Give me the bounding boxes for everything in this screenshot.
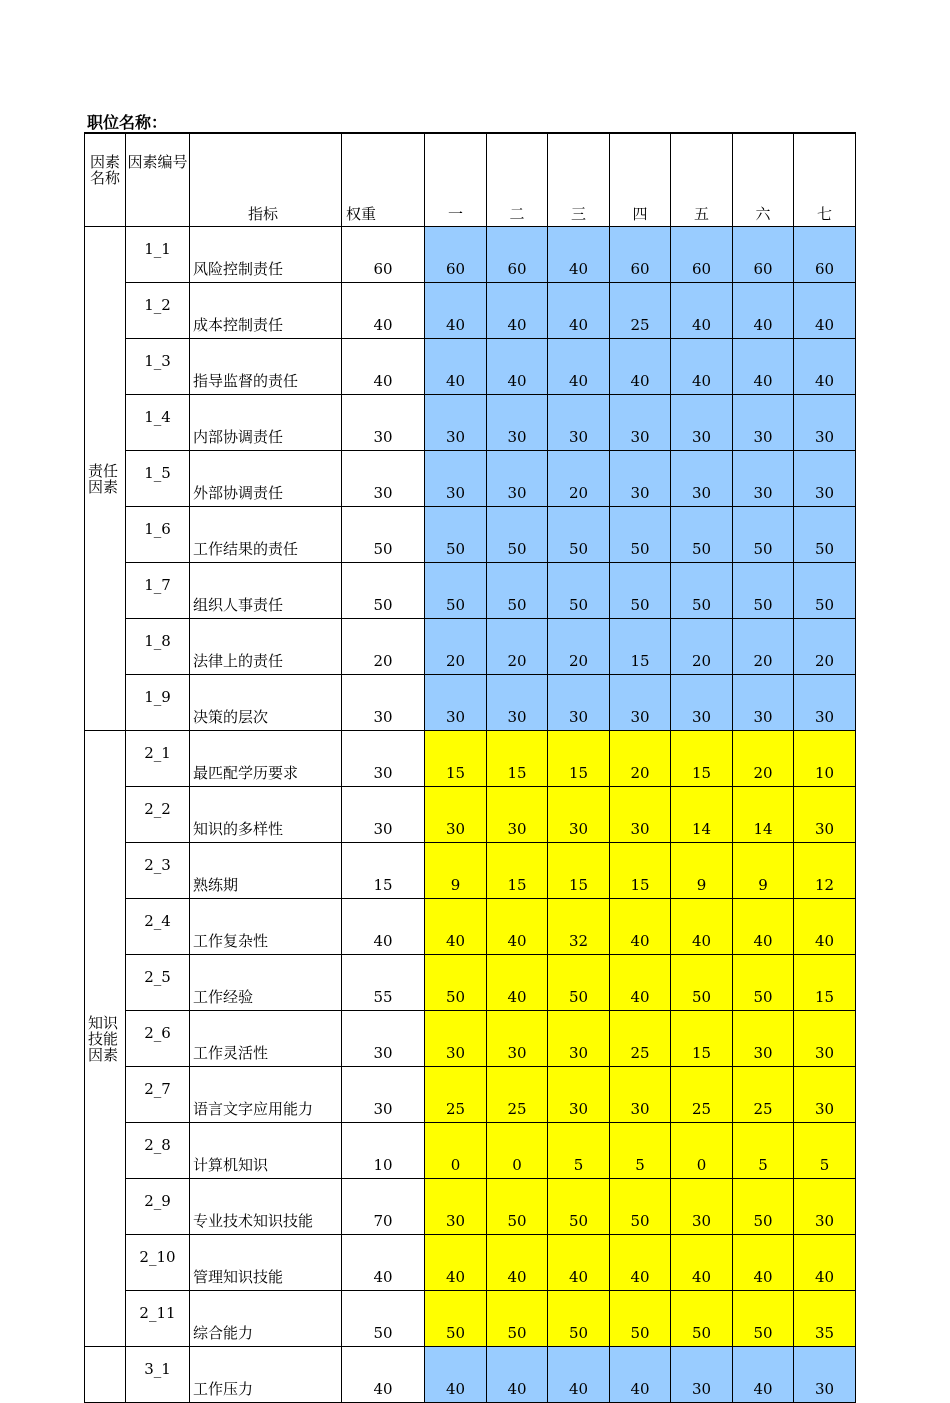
level-2-score-cell: 15 — [487, 843, 548, 899]
level-7-score-cell: 30 — [794, 451, 856, 507]
factor-code-cell: 1_2 — [126, 283, 190, 339]
indicator-cell: 风险控制责任 — [190, 227, 342, 283]
weight-cell: 50 — [342, 507, 425, 563]
table-row — [85, 283, 856, 339]
level-3-score-cell: 50 — [548, 955, 610, 1011]
level-2-score-cell: 20 — [487, 619, 548, 675]
factor-code-cell: 2_4 — [126, 899, 190, 955]
level-3-score-cell: 32 — [548, 899, 610, 955]
job-title-label: 职位名称： — [87, 113, 168, 132]
level-3-score-cell: 50 — [548, 507, 610, 563]
level-6-score-cell: 30 — [733, 451, 794, 507]
header-row — [85, 133, 856, 227]
weight-cell: 20 — [342, 619, 425, 675]
factor-code-cell: 1_9 — [126, 675, 190, 731]
level-1-score-cell: 50 — [425, 955, 487, 1011]
weight-cell: 30 — [342, 451, 425, 507]
level-6-score-cell: 40 — [733, 339, 794, 395]
level-2-score-cell: 30 — [487, 787, 548, 843]
indicator-cell: 组织人事责任 — [190, 563, 342, 619]
level-7-score-cell: 30 — [794, 395, 856, 451]
factor-code-cell: 2_2 — [126, 787, 190, 843]
table-row — [85, 1067, 856, 1123]
level-4-score-cell: 40 — [610, 899, 671, 955]
level-7-score-cell: 30 — [794, 787, 856, 843]
level-6-score-cell: 60 — [733, 227, 794, 283]
level-1-score-cell: 30 — [425, 1179, 487, 1235]
level-1-score-cell: 40 — [425, 339, 487, 395]
header-level-2: 二 — [487, 133, 548, 227]
level-6-score-cell: 14 — [733, 787, 794, 843]
level-6-score-cell: 30 — [733, 1011, 794, 1067]
table-row — [85, 395, 856, 451]
indicator-cell: 语言文字应用能力 — [190, 1067, 342, 1123]
level-2-score-cell: 25 — [487, 1067, 548, 1123]
indicator-cell: 外部协调责任 — [190, 451, 342, 507]
level-6-score-cell: 5 — [733, 1123, 794, 1179]
table-row — [85, 339, 856, 395]
level-2-score-cell: 50 — [487, 563, 548, 619]
level-5-score-cell: 30 — [671, 1179, 733, 1235]
level-5-score-cell: 40 — [671, 283, 733, 339]
level-5-score-cell: 30 — [671, 1347, 733, 1403]
level-5-score-cell: 15 — [671, 1011, 733, 1067]
weight-cell: 10 — [342, 1123, 425, 1179]
table-row — [85, 1123, 856, 1179]
level-2-score-cell: 0 — [487, 1123, 548, 1179]
level-5-score-cell: 50 — [671, 1291, 733, 1347]
factor-code-cell: 2_3 — [126, 843, 190, 899]
level-5-score-cell: 9 — [671, 843, 733, 899]
level-5-score-cell: 20 — [671, 619, 733, 675]
indicator-cell: 法律上的责任 — [190, 619, 342, 675]
level-4-score-cell: 15 — [610, 619, 671, 675]
level-1-score-cell: 40 — [425, 1235, 487, 1291]
level-5-score-cell: 25 — [671, 1067, 733, 1123]
level-4-score-cell: 15 — [610, 843, 671, 899]
indicator-cell: 工作结果的责任 — [190, 507, 342, 563]
header-indicator: 指标 — [190, 133, 342, 227]
header-level-4: 四 — [610, 133, 671, 227]
level-7-score-cell: 35 — [794, 1291, 856, 1347]
indicator-cell: 专业技术知识技能 — [190, 1179, 342, 1235]
level-3-score-cell: 20 — [548, 619, 610, 675]
level-6-score-cell: 30 — [733, 675, 794, 731]
table-row — [85, 227, 856, 283]
level-3-score-cell: 40 — [548, 339, 610, 395]
indicator-cell: 综合能力 — [190, 1291, 342, 1347]
level-1-score-cell: 60 — [425, 227, 487, 283]
level-2-score-cell: 15 — [487, 731, 548, 787]
table-row — [85, 899, 856, 955]
level-4-score-cell: 30 — [610, 1067, 671, 1123]
weight-cell: 55 — [342, 955, 425, 1011]
level-2-score-cell: 60 — [487, 227, 548, 283]
level-2-score-cell: 50 — [487, 507, 548, 563]
level-4-score-cell: 40 — [610, 1235, 671, 1291]
level-3-score-cell: 5 — [548, 1123, 610, 1179]
level-5-score-cell: 60 — [671, 227, 733, 283]
table-row — [85, 1179, 856, 1235]
indicator-cell: 计算机知识 — [190, 1123, 342, 1179]
level-5-score-cell: 30 — [671, 451, 733, 507]
level-1-score-cell: 20 — [425, 619, 487, 675]
factor-code-cell: 2_6 — [126, 1011, 190, 1067]
factor-category-cell: 责任因素 — [85, 227, 126, 731]
level-2-score-cell: 40 — [487, 1235, 548, 1291]
table-row — [85, 507, 856, 563]
level-5-score-cell: 0 — [671, 1123, 733, 1179]
level-6-score-cell: 50 — [733, 1291, 794, 1347]
level-6-score-cell: 40 — [733, 1235, 794, 1291]
level-7-score-cell: 40 — [794, 283, 856, 339]
level-4-score-cell: 20 — [610, 731, 671, 787]
table-row — [85, 619, 856, 675]
level-7-score-cell: 40 — [794, 899, 856, 955]
level-4-score-cell: 5 — [610, 1123, 671, 1179]
indicator-cell: 工作经验 — [190, 955, 342, 1011]
level-4-score-cell: 40 — [610, 1347, 671, 1403]
level-4-score-cell: 50 — [610, 1179, 671, 1235]
level-6-score-cell: 40 — [733, 1347, 794, 1403]
weight-cell: 30 — [342, 395, 425, 451]
level-6-score-cell: 50 — [733, 507, 794, 563]
factor-code-cell: 2_11 — [126, 1291, 190, 1347]
level-1-score-cell: 40 — [425, 899, 487, 955]
level-7-score-cell: 30 — [794, 1067, 856, 1123]
factor-code-cell: 1_3 — [126, 339, 190, 395]
indicator-cell: 最匹配学历要求 — [190, 731, 342, 787]
level-2-score-cell: 30 — [487, 1011, 548, 1067]
indicator-cell: 管理知识技能 — [190, 1235, 342, 1291]
factor-code-cell: 2_10 — [126, 1235, 190, 1291]
level-7-score-cell: 10 — [794, 731, 856, 787]
level-5-score-cell: 40 — [671, 339, 733, 395]
level-7-score-cell: 30 — [794, 1179, 856, 1235]
header-factor-name: 因素名称 — [85, 133, 126, 227]
level-7-score-cell: 50 — [794, 563, 856, 619]
level-3-score-cell: 30 — [548, 1011, 610, 1067]
level-4-score-cell: 30 — [610, 675, 671, 731]
level-7-score-cell: 5 — [794, 1123, 856, 1179]
level-6-score-cell: 50 — [733, 1179, 794, 1235]
level-3-score-cell: 40 — [548, 1347, 610, 1403]
table-row — [85, 675, 856, 731]
weight-cell: 30 — [342, 731, 425, 787]
weight-cell: 60 — [342, 227, 425, 283]
level-1-score-cell: 30 — [425, 451, 487, 507]
level-1-score-cell: 30 — [425, 787, 487, 843]
level-1-score-cell: 0 — [425, 1123, 487, 1179]
level-1-score-cell: 30 — [425, 675, 487, 731]
factor-code-cell: 2_5 — [126, 955, 190, 1011]
table-row — [85, 1347, 856, 1403]
level-5-score-cell: 50 — [671, 955, 733, 1011]
level-3-score-cell: 15 — [548, 731, 610, 787]
level-1-score-cell: 40 — [425, 283, 487, 339]
factor-code-cell: 3_1 — [126, 1347, 190, 1403]
indicator-cell: 工作复杂性 — [190, 899, 342, 955]
table-row — [85, 731, 856, 787]
level-5-score-cell: 15 — [671, 731, 733, 787]
level-1-score-cell: 9 — [425, 843, 487, 899]
level-2-score-cell: 40 — [487, 283, 548, 339]
level-6-score-cell: 40 — [733, 899, 794, 955]
factor-code-cell: 1_1 — [126, 227, 190, 283]
level-4-score-cell: 30 — [610, 787, 671, 843]
level-7-score-cell: 40 — [794, 1235, 856, 1291]
indicator-cell: 知识的多样性 — [190, 787, 342, 843]
factor-category-cell: 知识技能因素 — [85, 731, 126, 1347]
level-3-score-cell: 15 — [548, 843, 610, 899]
factor-code-cell: 1_8 — [126, 619, 190, 675]
level-7-score-cell: 50 — [794, 507, 856, 563]
weight-cell: 40 — [342, 1347, 425, 1403]
table-row — [85, 1235, 856, 1291]
factor-code-cell: 2_9 — [126, 1179, 190, 1235]
level-3-score-cell: 30 — [548, 787, 610, 843]
header-level-3: 三 — [548, 133, 610, 227]
level-6-score-cell: 50 — [733, 563, 794, 619]
level-6-score-cell: 40 — [733, 283, 794, 339]
header-weight: 权重 — [342, 133, 425, 227]
weight-cell: 40 — [342, 339, 425, 395]
level-3-score-cell: 40 — [548, 283, 610, 339]
level-3-score-cell: 30 — [548, 1067, 610, 1123]
level-4-score-cell: 40 — [610, 955, 671, 1011]
weight-cell: 30 — [342, 787, 425, 843]
level-3-score-cell: 50 — [548, 563, 610, 619]
level-7-score-cell: 40 — [794, 339, 856, 395]
level-4-score-cell: 30 — [610, 395, 671, 451]
level-3-score-cell: 40 — [548, 1235, 610, 1291]
factor-code-cell: 1_6 — [126, 507, 190, 563]
header-factor-code: 因素编号 — [126, 133, 190, 227]
level-1-score-cell: 30 — [425, 395, 487, 451]
level-1-score-cell: 30 — [425, 1011, 487, 1067]
level-3-score-cell: 50 — [548, 1179, 610, 1235]
weight-cell: 30 — [342, 1067, 425, 1123]
indicator-cell: 成本控制责任 — [190, 283, 342, 339]
level-4-score-cell: 50 — [610, 507, 671, 563]
header-level-1: 一 — [425, 133, 487, 227]
level-2-score-cell: 50 — [487, 1291, 548, 1347]
level-2-score-cell: 40 — [487, 955, 548, 1011]
table-row — [85, 1011, 856, 1067]
factor-category-cell — [85, 1347, 126, 1403]
level-5-score-cell: 50 — [671, 507, 733, 563]
table-row — [85, 563, 856, 619]
factor-code-cell: 1_4 — [126, 395, 190, 451]
level-4-score-cell: 40 — [610, 339, 671, 395]
weight-cell: 50 — [342, 563, 425, 619]
level-2-score-cell: 50 — [487, 1179, 548, 1235]
level-1-score-cell: 50 — [425, 1291, 487, 1347]
level-1-score-cell: 50 — [425, 507, 487, 563]
level-5-score-cell: 30 — [671, 395, 733, 451]
level-4-score-cell: 25 — [610, 283, 671, 339]
level-6-score-cell: 9 — [733, 843, 794, 899]
indicator-cell: 工作压力 — [190, 1347, 342, 1403]
level-5-score-cell: 40 — [671, 1235, 733, 1291]
level-3-score-cell: 30 — [548, 395, 610, 451]
level-4-score-cell: 25 — [610, 1011, 671, 1067]
level-2-score-cell: 30 — [487, 451, 548, 507]
indicator-cell: 决策的层次 — [190, 675, 342, 731]
level-2-score-cell: 40 — [487, 339, 548, 395]
level-4-score-cell: 50 — [610, 1291, 671, 1347]
indicator-cell: 指导监督的责任 — [190, 339, 342, 395]
level-3-score-cell: 50 — [548, 1291, 610, 1347]
weight-cell: 40 — [342, 283, 425, 339]
level-7-score-cell: 15 — [794, 955, 856, 1011]
factor-code-cell: 2_1 — [126, 731, 190, 787]
level-4-score-cell: 60 — [610, 227, 671, 283]
weight-cell: 70 — [342, 1179, 425, 1235]
level-5-score-cell: 50 — [671, 563, 733, 619]
level-5-score-cell: 40 — [671, 899, 733, 955]
level-1-score-cell: 50 — [425, 563, 487, 619]
level-2-score-cell: 30 — [487, 675, 548, 731]
table-row — [85, 843, 856, 899]
level-7-score-cell: 12 — [794, 843, 856, 899]
level-3-score-cell: 30 — [548, 675, 610, 731]
weight-cell: 50 — [342, 1291, 425, 1347]
level-7-score-cell: 20 — [794, 619, 856, 675]
header-level-6: 六 — [733, 133, 794, 227]
level-7-score-cell: 60 — [794, 227, 856, 283]
level-2-score-cell: 40 — [487, 899, 548, 955]
factor-code-cell: 2_7 — [126, 1067, 190, 1123]
level-6-score-cell: 50 — [733, 955, 794, 1011]
level-2-score-cell: 40 — [487, 1347, 548, 1403]
weight-cell: 15 — [342, 843, 425, 899]
level-7-score-cell: 30 — [794, 1011, 856, 1067]
table-row — [85, 955, 856, 1011]
level-3-score-cell: 40 — [548, 227, 610, 283]
table-row — [85, 787, 856, 843]
level-1-score-cell: 40 — [425, 1347, 487, 1403]
weight-cell: 40 — [342, 899, 425, 955]
level-6-score-cell: 20 — [733, 731, 794, 787]
weight-cell: 30 — [342, 1011, 425, 1067]
factor-code-cell: 1_7 — [126, 563, 190, 619]
level-7-score-cell: 30 — [794, 675, 856, 731]
level-4-score-cell: 50 — [610, 563, 671, 619]
indicator-cell: 工作灵活性 — [190, 1011, 342, 1067]
level-6-score-cell: 20 — [733, 619, 794, 675]
level-7-score-cell: 30 — [794, 1347, 856, 1403]
table-row — [85, 1291, 856, 1347]
level-2-score-cell: 30 — [487, 395, 548, 451]
level-3-score-cell: 20 — [548, 451, 610, 507]
level-5-score-cell: 30 — [671, 675, 733, 731]
level-1-score-cell: 25 — [425, 1067, 487, 1123]
weight-cell: 40 — [342, 1235, 425, 1291]
header-level-7: 七 — [794, 133, 856, 227]
header-level-5: 五 — [671, 133, 733, 227]
level-6-score-cell: 25 — [733, 1067, 794, 1123]
indicator-cell: 熟练期 — [190, 843, 342, 899]
weight-cell: 30 — [342, 675, 425, 731]
indicator-cell: 内部协调责任 — [190, 395, 342, 451]
level-1-score-cell: 15 — [425, 731, 487, 787]
table-row — [85, 451, 856, 507]
factor-code-cell: 1_5 — [126, 451, 190, 507]
level-5-score-cell: 14 — [671, 787, 733, 843]
factor-code-cell: 2_8 — [126, 1123, 190, 1179]
level-6-score-cell: 30 — [733, 395, 794, 451]
level-4-score-cell: 30 — [610, 451, 671, 507]
job-evaluation-table — [84, 132, 856, 1403]
